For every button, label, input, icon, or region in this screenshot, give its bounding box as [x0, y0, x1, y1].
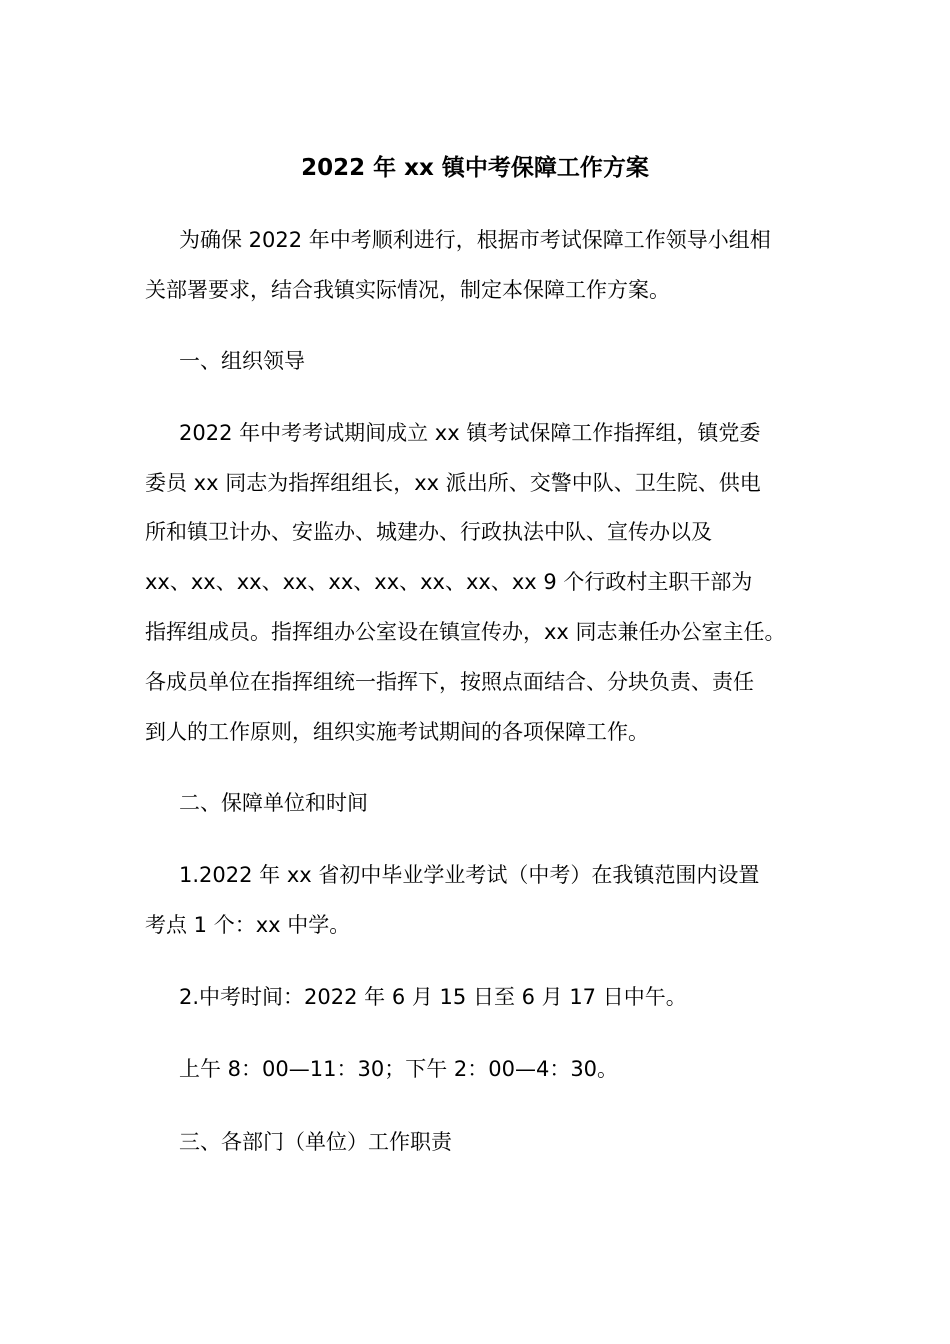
section-2-item-2: 2.中考时间：2022 年 6 月 15 日至 6 月 17 日中午。 — [179, 985, 687, 1009]
section-2-schedule: 上午 8：00—11：30；下午 2：00—4：30。 — [179, 1057, 619, 1081]
section-1-line: xx、xx、xx、xx、xx、xx、xx、xx、xx 9 个行政村主职干部为 — [145, 570, 753, 594]
section-2-item-1-line-2: 考点 1 个：xx 中学。 — [145, 913, 351, 937]
section-1-line: 2022 年中考考试期间成立 xx 镇考试保障工作指挥组，镇党委 — [179, 421, 761, 445]
section-1-line: 到人的工作原则，组织实施考试期间的各项保障工作。 — [145, 720, 649, 744]
section-1-line: 所和镇卫计办、安监办、城建办、行政执法中队、宣传办以及 — [145, 520, 712, 544]
section-2-heading: 二、保障单位和时间 — [179, 791, 368, 815]
section-1-line: 指挥组成员。指挥组办公室设在镇宣传办，xx 同志兼任办公室主任。 — [145, 620, 786, 644]
section-1-line: 委员 xx 同志为指挥组组长，xx 派出所、交警中队、卫生院、供电 — [145, 471, 761, 495]
intro-line-1: 为确保 2022 年中考顺利进行，根据市考试保障工作领导小组相 — [179, 228, 771, 252]
intro-line-2: 关部署要求，结合我镇实际情况，制定本保障工作方案。 — [145, 278, 670, 302]
section-3-heading: 三、各部门（单位）工作职责 — [179, 1130, 452, 1154]
section-1-line: 各成员单位在指挥组统一指挥下，按照点面结合、分块负责、责任 — [145, 670, 754, 694]
section-2-item-1-line-1: 1.2022 年 xx 省初中毕业学业考试（中考）在我镇范围内设置 — [179, 863, 760, 887]
document-title: 2022 年 xx 镇中考保障工作方案 — [301, 155, 649, 181]
section-1-heading: 一、组织领导 — [179, 349, 305, 373]
